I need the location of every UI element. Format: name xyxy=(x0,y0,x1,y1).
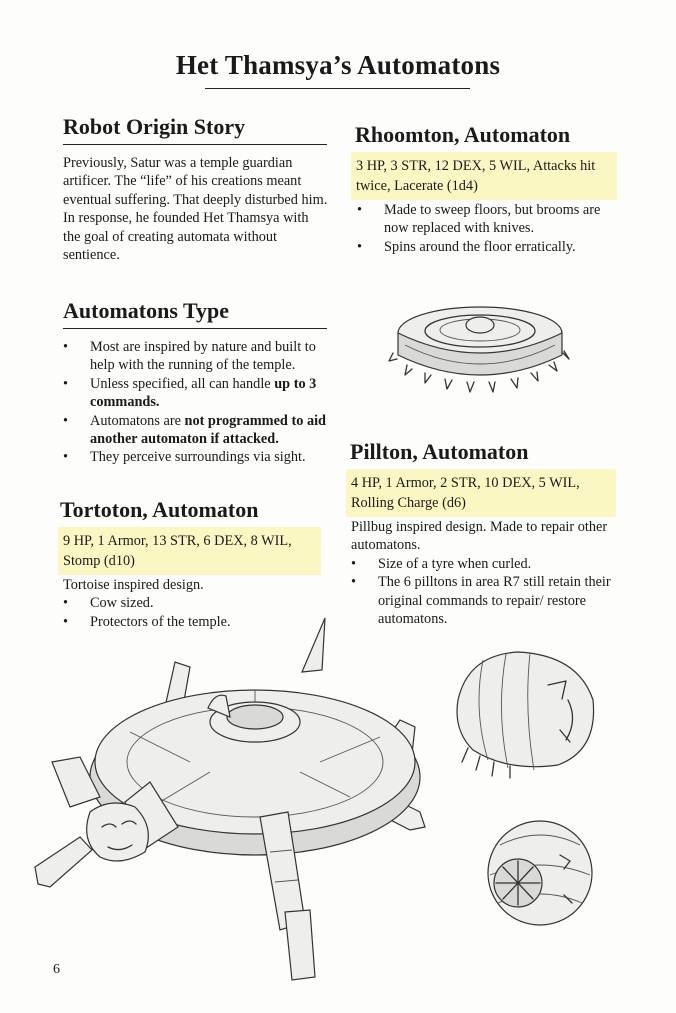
list-item: • They perceive surroundings via sight. xyxy=(63,449,306,466)
list-item: • The 6 pilltons in area R7 still retain their original commands to repair/ restore automatons. xyxy=(351,574,611,628)
list-item: • Most are inspired by nature and built to help with the running of the temple. xyxy=(63,339,316,374)
origin-section xyxy=(63,154,328,264)
list-item: • Spins around the floor erratically. xyxy=(357,238,576,255)
rhoomton-stat-block: 3 HP, 3 STR, 12 DEX, 5 WIL, Attacks hit twice, Lacerate (1d4) xyxy=(351,152,617,200)
types-heading: Automatons Type xyxy=(63,298,230,323)
list-item: • Unless specified, all can handle up to 3 commands. xyxy=(63,375,317,411)
origin-paragraph-1: Previously, Satur was a temple guardian artificer. The “life” of his creations meant eventual suffering. That deeply disturbed him. xyxy=(63,155,328,208)
rhoomton-heading: Rhoomton, Automaton xyxy=(355,122,571,147)
pillton-heading: Pillton, Automaton xyxy=(350,439,529,464)
types-rule xyxy=(63,328,327,329)
origin-heading: Robot Origin Story xyxy=(63,114,246,139)
list-item: • Automatons are not programmed to aid another automaton if attacked. xyxy=(63,412,327,448)
tortoton-heading: Tortoton, Automaton xyxy=(60,497,259,522)
rhoomton-illustration xyxy=(385,295,575,400)
page-number: 6 xyxy=(53,962,60,977)
list-item: • Protectors of the temple. xyxy=(63,613,231,630)
rhoomton-list xyxy=(357,201,617,256)
pillton-illustration-uncurled xyxy=(448,640,608,780)
list-item: • Size of a tyre when curled. xyxy=(351,555,532,572)
tortoton-stat-block: 9 HP, 1 Armor, 13 STR, 6 DEX, 8 WIL, Stomp (d10) xyxy=(58,527,321,575)
origin-paragraph-2: In response, he founded Het Thamsya with the goal of creating automata without sentience. xyxy=(63,210,309,264)
list-item: • Made to sweep floors, but brooms are now replaced with knives. xyxy=(357,202,601,237)
title-underline xyxy=(205,88,470,89)
tortoton-description: Tortoise inspired design. xyxy=(63,577,204,593)
pillton-description: Pillbug inspired design. Made to repair other automatons. xyxy=(351,519,608,554)
origin-rule xyxy=(63,144,327,145)
types-list xyxy=(63,338,331,467)
list-item: • Cow sized. xyxy=(63,595,154,612)
pillton-stat-block: 4 HP, 1 Armor, 2 STR, 10 DEX, 5 WIL, Rolling Charge (d6) xyxy=(346,469,616,517)
page-title: Het Thamsya’s Automatons xyxy=(175,50,501,80)
tortoton-illustration xyxy=(30,612,450,992)
pillton-illustration-curled xyxy=(480,815,600,930)
